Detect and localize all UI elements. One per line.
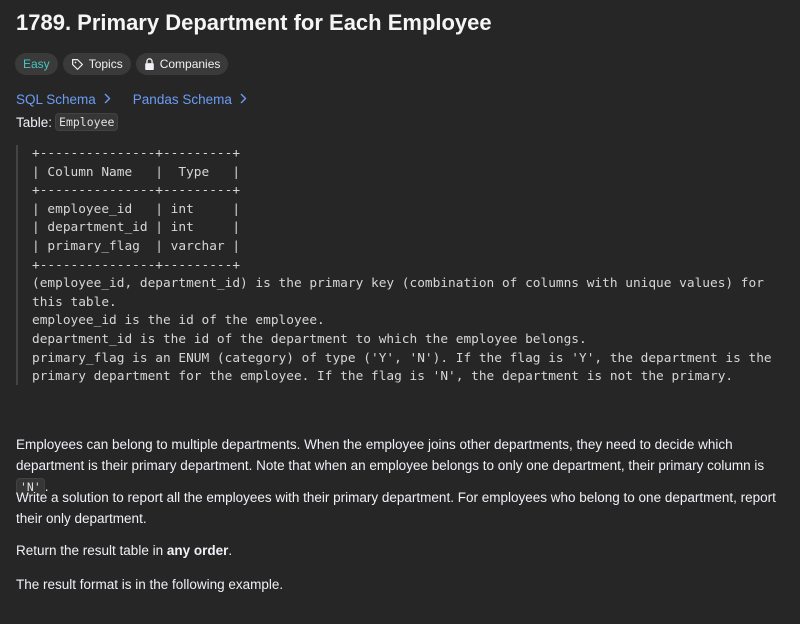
p1-end: .: [44, 479, 49, 494]
difficulty-badge[interactable]: [15, 53, 58, 75]
page-title: 1789. Primary Department for Each Employee: [16, 10, 492, 35]
pandas-schema-label: Pandas Schema: [132, 92, 232, 107]
schema-links: [16, 92, 247, 107]
topics-button[interactable]: [63, 53, 131, 75]
schema-block: [16, 145, 772, 385]
companies-button[interactable]: [136, 53, 229, 75]
chevron-right-icon: [240, 92, 247, 107]
table-label: [16, 113, 118, 131]
description-paragraph-4: The result format is in the following example.: [16, 577, 284, 592]
p3-bold: any order: [166, 543, 229, 558]
table-name-code: Employee: [55, 113, 118, 131]
tag-row: [15, 53, 228, 75]
schema-text: +---------------+---------+ | Column Name | Type | +---------------+---------+ | employee_id | int | | department_id | int | | primary_flag | varchar | +---------------+---------+ (employee_id, department_id) is the primary key (combination of columns with unique values) for this table. employee_id is the id of the employee. department_id is the id of the department to which the employee belongs. primary_flag is an ENUM (category) of type ('Y', 'N'). If the flag is 'Y', the department is the primary department for the employee. If the flag is 'N', the department is not the primary.: [32, 146, 772, 385]
chevron-right-icon: [104, 92, 111, 107]
difficulty-label: Easy: [23, 57, 50, 71]
table-label-text: Table:: [16, 114, 53, 130]
topics-label: Topics: [88, 57, 123, 71]
description-paragraph-2: Write a solution to report all the employees with their primary department. For employees who belong to one department, report their only department.: [16, 490, 776, 526]
lock-icon: [144, 58, 155, 70]
description-paragraph-3: [16, 540, 791, 561]
pandas-schema-link[interactable]: [133, 92, 247, 107]
p1-text: Employees can belong to multiple departments. When the employee joins other departments, they need to decide which department is their primary department. Note that when an employee belongs to only one department, their primary column is: [16, 437, 765, 473]
sql-schema-label: SQL Schema: [16, 92, 96, 107]
tag-icon: [71, 58, 84, 71]
companies-label: Companies: [159, 57, 221, 71]
p3-text: Return the result table in: [16, 543, 167, 558]
p3-end: .: [228, 543, 233, 558]
p1-code: 'N': [16, 478, 45, 496]
sql-schema-link[interactable]: [16, 92, 111, 107]
